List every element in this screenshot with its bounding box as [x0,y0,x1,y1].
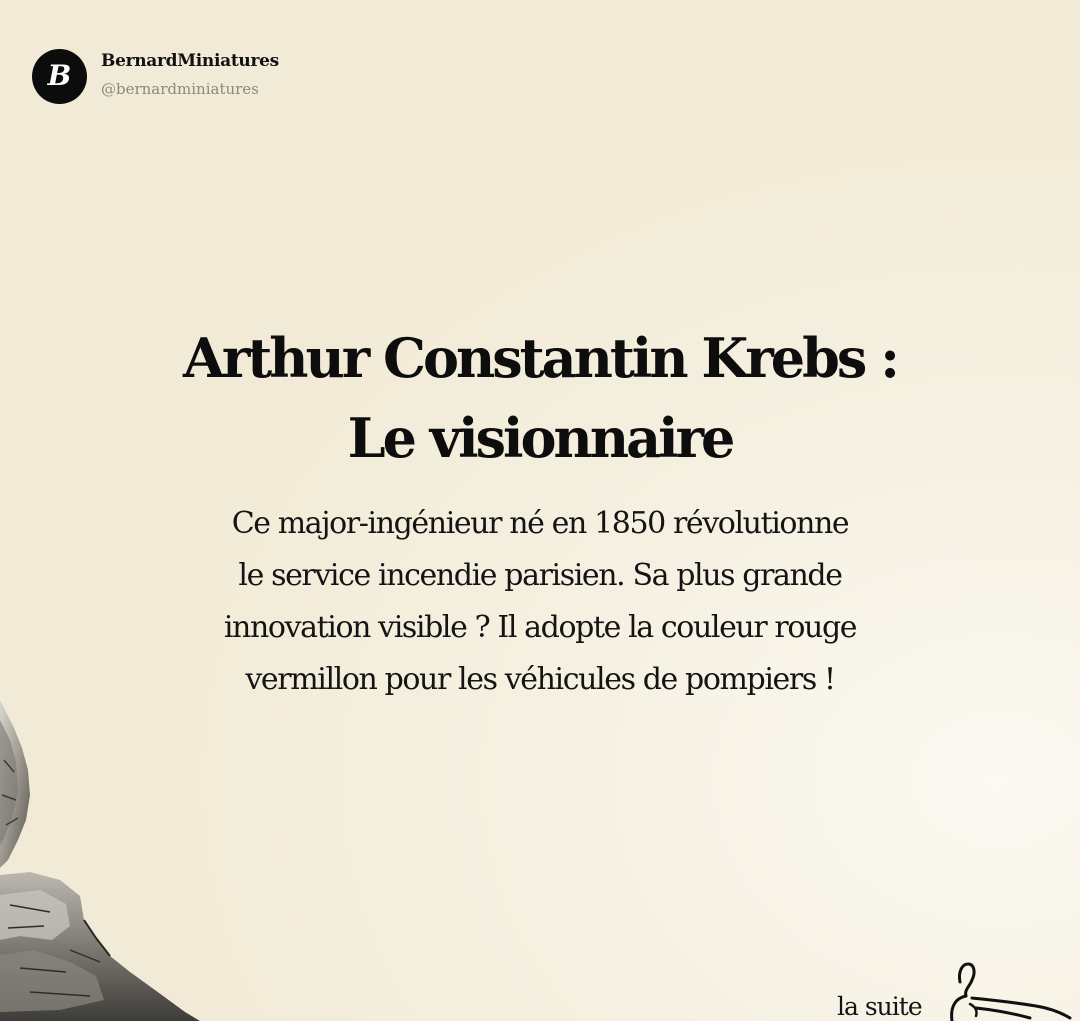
body-line: Ce major-ingénieur né en 1850 révolutionne [231,506,849,541]
next-slide-label[interactable]: la suite [837,992,922,1021]
avatar-letter: B [47,58,72,92]
rock-illustration [0,700,200,1021]
slide-title [0,318,1080,478]
slide-title-line-2: Le visionnaire [347,406,733,470]
body-line: le service incendie parisien. Sa plus grande [238,558,842,593]
body-line: innovation visible ? Il adopte la couleur rouge [223,610,857,645]
slide-title-line-1: Arthur Constantin Krebs : [182,326,898,390]
profile-handle[interactable]: @bernardminiatures [101,80,259,98]
pointing-hand-icon[interactable] [940,958,1080,1021]
profile-name[interactable]: BernardMiniatures [101,51,279,71]
avatar[interactable] [32,49,87,104]
body-line: vermillon pour les véhicules de pompiers ! [245,662,835,697]
slide-body [0,498,1080,706]
